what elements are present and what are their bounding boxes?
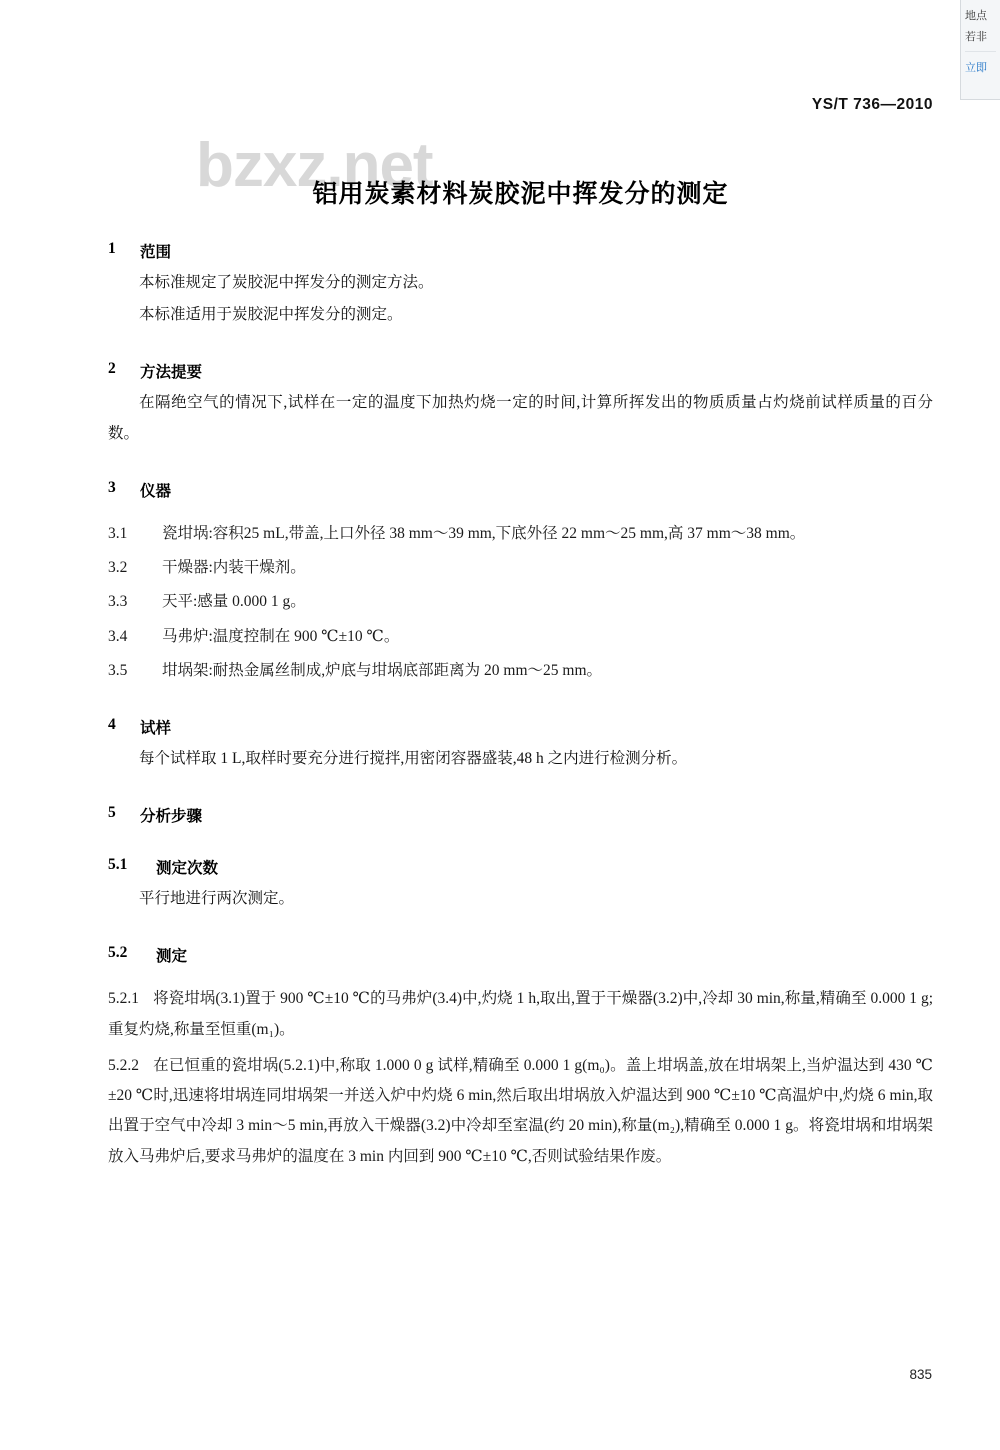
subsection-measurement-count	[108, 856, 933, 914]
numbered-paragraph	[108, 984, 933, 1044]
list-item	[108, 519, 933, 549]
item-text: 坩埚架:耐热金属丝制成,炉底与坩埚底部距离为 20 mm～25 mm。	[162, 661, 603, 679]
side-popup-panel[interactable]	[960, 0, 1000, 100]
subsection-title: 测定	[156, 948, 188, 966]
section-title: 试样	[140, 719, 172, 737]
section-scope	[108, 240, 933, 330]
paragraph: 平行地进行两次测定。	[139, 890, 295, 908]
section-heading	[108, 240, 933, 262]
section-title: 方法提要	[140, 364, 203, 382]
section-heading	[108, 716, 933, 738]
side-popup-divider	[965, 51, 996, 52]
paragraph-text: 将瓷坩埚(3.1)置于 900 ℃±10 ℃的马弗炉(3.4)中,灼烧 1 h,取出,置于干燥器(3.2)中,冷却 30 min,称量,精确至 0.000 1 g;重复灼烧,称量至恒重(m₁)。	[108, 990, 933, 1038]
paragraph: 本标准规定了炭胶泥中挥发分的测定方法。	[139, 274, 434, 291]
subsection-number: 5.1	[108, 856, 128, 874]
item-text: 天平:感量 0.000 1 g。	[162, 593, 306, 611]
item-label: 3.1	[108, 524, 128, 542]
paragraph: 本标准适用于炭胶泥中挥发分的测定。	[139, 306, 403, 324]
list-item	[108, 587, 933, 617]
item-text: 干燥器:内装干燥剂。	[162, 559, 306, 577]
section-principle	[108, 360, 933, 448]
subsection-number: 5.2	[108, 944, 128, 962]
list-item	[108, 622, 933, 652]
section-number: 5	[108, 804, 116, 822]
section-title: 范围	[140, 244, 172, 261]
item-label: 3.3	[108, 593, 128, 611]
subsection-determination	[108, 944, 933, 1171]
section-heading	[108, 360, 933, 382]
standard-code: YS/T 736—2010	[811, 96, 933, 113]
item-label: 3.2	[108, 559, 128, 577]
item-text: 马弗炉:温度控制在 900 ℃±10 ℃。	[162, 627, 400, 645]
subsection-heading	[108, 944, 933, 966]
paragraph-text: 在已恒重的瓷坩埚(5.2.1)中,称取 1.000 0 g 试样,精确至 0.000 1 g(m₀)。盖上坩埚盖,放在坩埚架上,当炉温达到 430 ℃±20 ℃时,迅速将坩埚连同坩埚架一并送入炉中灼烧 6 min,然后取出坩埚放入炉温达到 900 ℃±10 ℃高温炉中,灼烧 6 min,取出置于空气中冷却 3 min～5 min,再放入干燥器(3.2)中冷却至室温(约 20 min),称量(m₂),精确至 0.000 1 g。将瓷坩埚和坩埚架放入马弗炉后,要求马弗炉的温度在 3 min 内回到 900 ℃±10 ℃,否则试验结果作废。	[108, 1056, 933, 1165]
side-popup-action-link[interactable]: 立即	[965, 61, 987, 74]
section-number: 4	[108, 715, 116, 733]
section-title: 仪器	[140, 482, 172, 500]
section-number: 3	[108, 478, 116, 496]
page-title: 铝用炭素材料炭胶泥中挥发分的测定	[312, 181, 729, 208]
section-title: 分析步骤	[140, 808, 203, 826]
side-popup-line-2: 若非	[965, 30, 987, 43]
list-item	[108, 553, 933, 583]
watermark-text: bzxz.net	[196, 131, 433, 200]
section-heading	[108, 479, 933, 501]
list-item	[108, 656, 933, 686]
paragraph-label: 5.2.2	[108, 1056, 139, 1074]
page-number: 835	[909, 1367, 932, 1382]
subsection-heading	[108, 856, 933, 878]
side-popup-line-1: 地点	[965, 10, 987, 22]
subsection-title: 测定次数	[156, 860, 219, 878]
page-content	[108, 96, 933, 1172]
section-sample	[108, 716, 933, 774]
item-label: 3.5	[108, 661, 128, 679]
paragraph-label: 5.2.1	[108, 990, 139, 1008]
item-text: 瓷坩埚:容积25 mL,带盖,上口外径 38 mm～39 mm,下底外径 22 mm～25 mm,高 37 mm～38 mm。	[162, 524, 806, 542]
section-apparatus	[108, 479, 933, 686]
section-heading	[108, 804, 933, 826]
paragraph: 每个试样取 1 L,取样时要充分进行搅拌,用密闭容器盛装,48 h 之内进行检测分析。	[139, 749, 688, 767]
section-number: 1	[108, 240, 116, 257]
section-procedure	[108, 804, 933, 826]
section-number: 2	[108, 360, 116, 378]
paragraph: 在隔绝空气的情况下,试样在一定的温度下加热灼烧一定的时间,计算所挥发出的物质质量占灼烧前试样质量的百分数。	[108, 394, 933, 442]
item-label: 3.4	[108, 627, 128, 645]
numbered-paragraph	[108, 1051, 933, 1172]
